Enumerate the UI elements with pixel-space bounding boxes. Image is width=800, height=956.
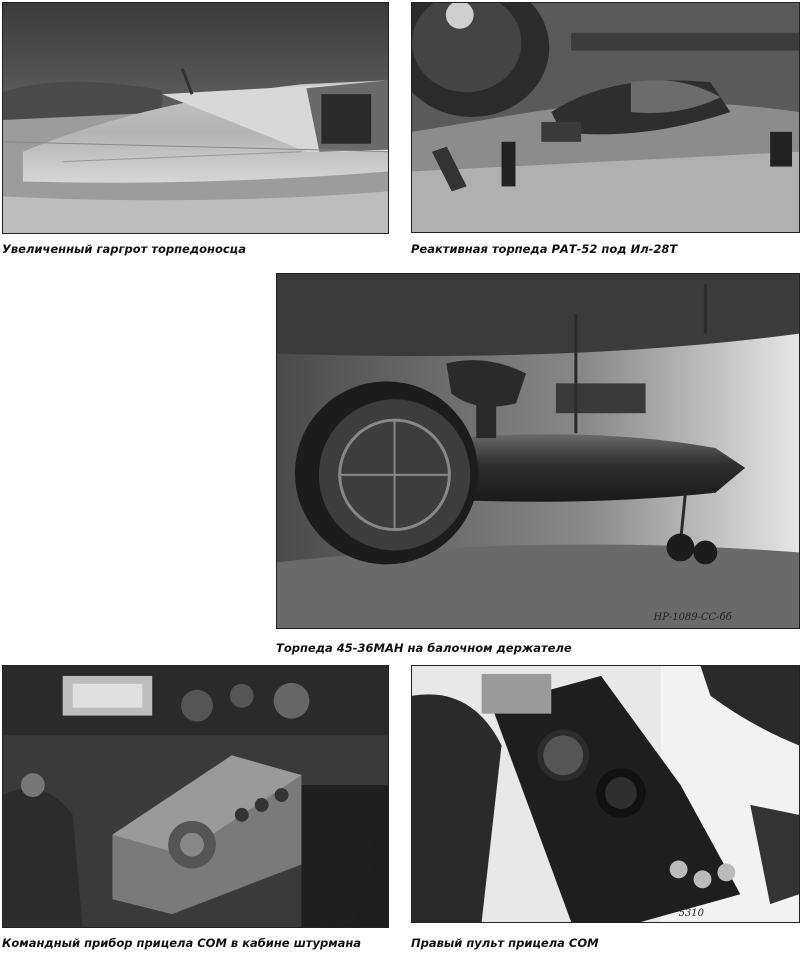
caption-rat52-torpedo: Реактивная торпеда РАТ-52 под Ил-28Т: [411, 242, 678, 256]
negative-number: НР-1089-СС-бб: [653, 612, 732, 624]
frame-number: 5310: [678, 908, 704, 920]
caption-som-right-panel: Правый пульт прицела СОМ: [411, 936, 599, 950]
photo-torpedo-45-36man: [276, 273, 800, 629]
frame-number: 5318ф: [323, 914, 357, 926]
photo-som-right-panel: [411, 665, 800, 923]
photo-som-command-unit: [2, 665, 389, 928]
caption-dorsal-fairing: Увеличенный гаргрот торпедоносца: [2, 242, 246, 256]
caption-som-command-unit: Командный прибор прицела СОМ в кабине штурмана: [2, 936, 362, 950]
caption-torpedo-45-36man: Торпеда 45-36МАН на балочном держателе: [276, 641, 572, 655]
photo-dorsal-fairing: [2, 2, 389, 234]
photo-rat52-torpedo: [411, 2, 800, 233]
negative-number: НР-1140-СС-бб: [365, 836, 377, 915]
